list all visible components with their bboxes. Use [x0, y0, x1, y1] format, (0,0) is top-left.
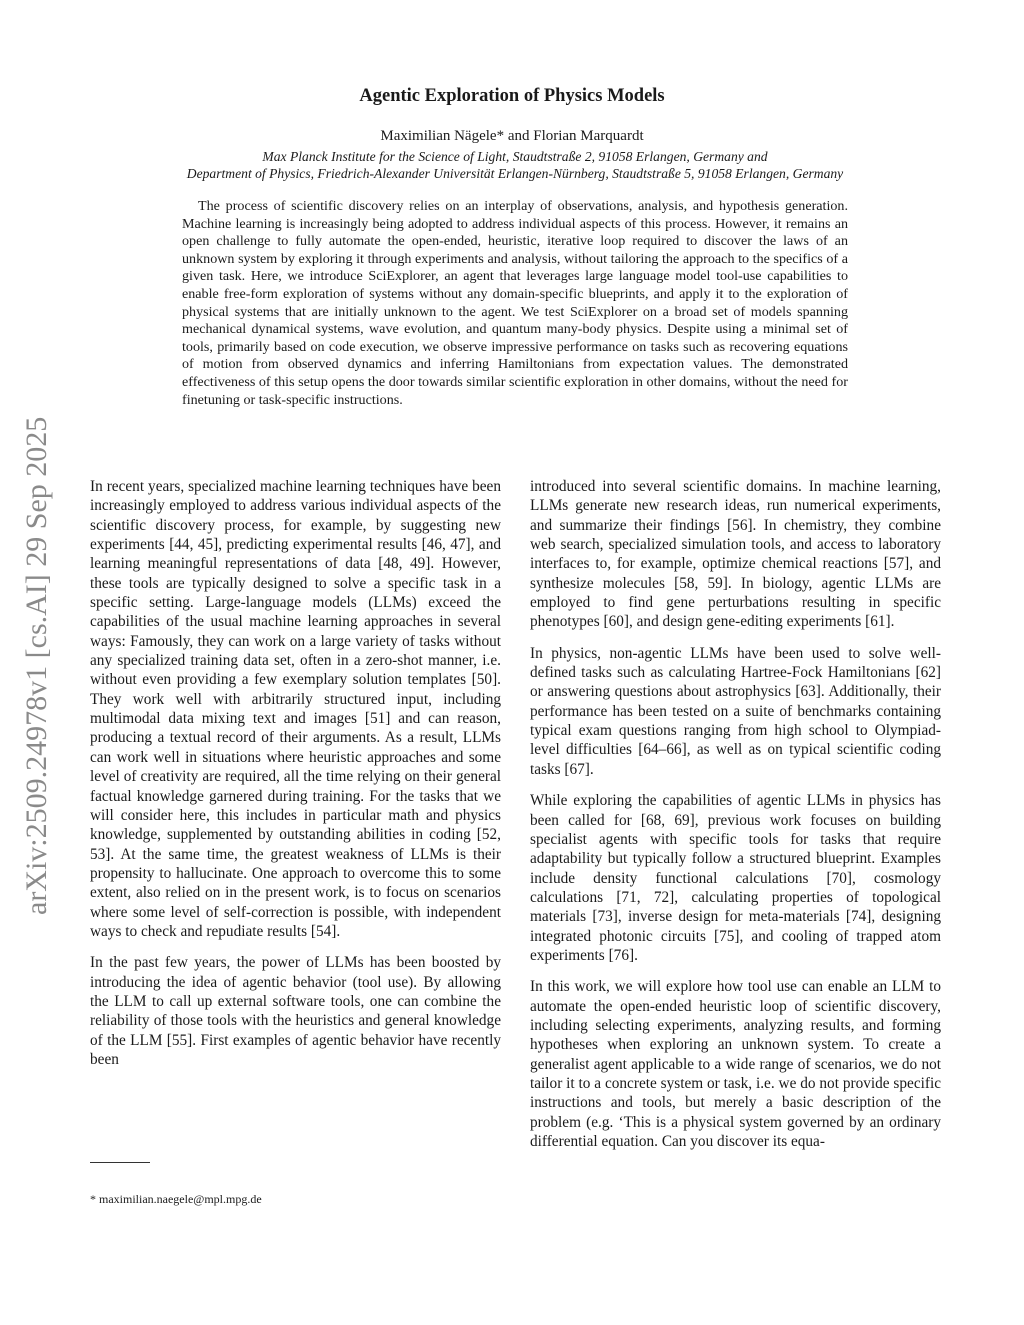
paragraph: In physics, non-agentic LLMs have been used to solve well-defined tasks such as calculating Hartree-Fock Hamiltonians [62] or answering questions about astrophysics [63]. Additionally, their performance has been tested on a suite of benchmarks containing typical exam questions ranging from high school to Olympiad-level difficulties [64–66], as well as on typical scientific coding tasks [67]. [530, 644, 941, 778]
arxiv-stamp: arXiv:2509.24978v1 [cs.AI] 29 Sep 2025 [20, 416, 53, 915]
paragraph: In this work, we will explore how tool use can enable an LLM to automate the open-ended heuristic loop of scientific discovery, including selecting experiments, analyzing results, and forming hypotheses when exploring an unknown system. To create a generalist agent applicable to a wide range of scenarios, we do not tailor it to a concrete system or task, i.e. we do not provide specific instructions and tools, but merely a basic description of the problem (e.g. ‘This is a physical system governed by an ordinary differential equation. Can you discover its equa- [530, 978, 941, 1150]
right-column [530, 477, 941, 1163]
paragraph: While exploring the capabilities of agentic LLMs in physics has been called for [68, 69], previous work focuses on building specialist agents with specific tools for tasks that require adaptability but typically follow a structured blueprint. Examples include density functional calculations [70], cosmology calculations [71, 72], calculating properties of topological materials [73], inverse design for meta-materials [74], designing integrated photonic circuits [75], and cooling of trapped atom experiments [76]. [530, 792, 941, 964]
paragraph: introduced into several scientific domains. In machine learning, LLMs generate new research ideas, run numerical experiments, and summarize their findings [56]. In chemistry, they combine web search, specialized simulation tools, and access to laboratory interfaces to, for example, optimize chemical reactions [57], and synthesize molecules [58, 59]. In biology, agentic LLMs are employed to find gene perturbations resulting in specific phenotypes [60], and design gene-editing experiments [61]. [530, 478, 941, 631]
paragraph: In the past few years, the power of LLMs has been boosted by introducing the idea of agentic behavior (tool use). By allowing the LLM to call up external software tools, one can combine the reliability of those tools with the heuristics and general knowledge of the LLM [55]. First examples of agentic behavior have recently been [90, 954, 501, 1068]
left-column [90, 477, 501, 1081]
footnote: * maximilian.naegele@mpl.mpg.de [90, 1192, 262, 1206]
authors: Maximilian Nägele* and Florian Marquardt [380, 128, 644, 144]
affiliation-2: Department of Physics, Friedrich-Alexander Universität Erlangen-Nürnberg, Staudtstraße 5, 91058 Erlangen, Germany [186, 166, 844, 181]
abstract: The process of scientific discovery relies on an interplay of observations, analysis, and hypothesis generation. Machine learning is increasingly being adopted to address individual aspects of this process. However, it remains an open challenge to fully automate the open-ended, heuristic, iterative loop required to discover the laws of an unknown system by exploring it through experiments and analysis, without tailoring the approach to the specifics of a given task. Here, we introduce SciExplorer, an agent that leverages large language model tool-use capabilities to enable free-form exploration of systems without any domain-specific blueprints, and apply it to the exploration of physical systems that are initially unknown to the agent. We test SciExplorer on a broad set of models spanning mechanical dynamical systems, wave evolution, and quantum many-body physics. Despite using a minimal set of tools, primarily based on code execution, we observe impressive performance on tasks such as recovering equations of motion from observed dynamics and inferring Hamiltonians from expectation values. The demonstrated effectiveness of this setup opens the door towards similar scientific exploration in other domains, without the need for finetuning or task-specific instructions. [182, 198, 848, 408]
paragraph: In recent years, specialized machine learning techniques have been increasingly employed to address various individual aspects of the scientific discovery process, for example, by suggesting new experiments [44, 45], predicting experimental results [46, 47], and learning meaningful representations of data [48, 49]. However, these tools are typically designed to solve a specific task in a specific setting. Large-language models (LLMs) exceed the capabilities of the usual machine learning approaches in several ways: Famously, they can work on a large variety of tasks without any specialized training data set, often in a zero-shot manner, i.e. without even providing a few exemplary solution templates [50]. They work well with arbitrarily structured input, including multimodal data mixing text and images [51] and can reason, producing a textual record of their arguments. As a result, LLMs can work well in situations where heuristic approaches and some level of creativity are required, all the time relying on their general factual knowledge garnered during training. For the tasks that we will consider here, this includes in particular math and physics knowledge, supplemented by outstanding abilities in coding [52, 53]. At the same time, the greatest weakness of LLMs is their propensity to hallucinate. One approach to overcome this to some extent, also relied on in the present work, is to focus on scenarios where some level of self-correction is possible, with independent ways to check and repudiate results [54]. [90, 478, 501, 940]
paper-title: Agentic Exploration of Physics Models [359, 86, 665, 106]
affiliation-1: Max Planck Institute for the Science of Light, Staudtstraße 2, 91058 Erlangen, Germany and [262, 149, 768, 164]
footnote-rule [90, 1162, 150, 1163]
